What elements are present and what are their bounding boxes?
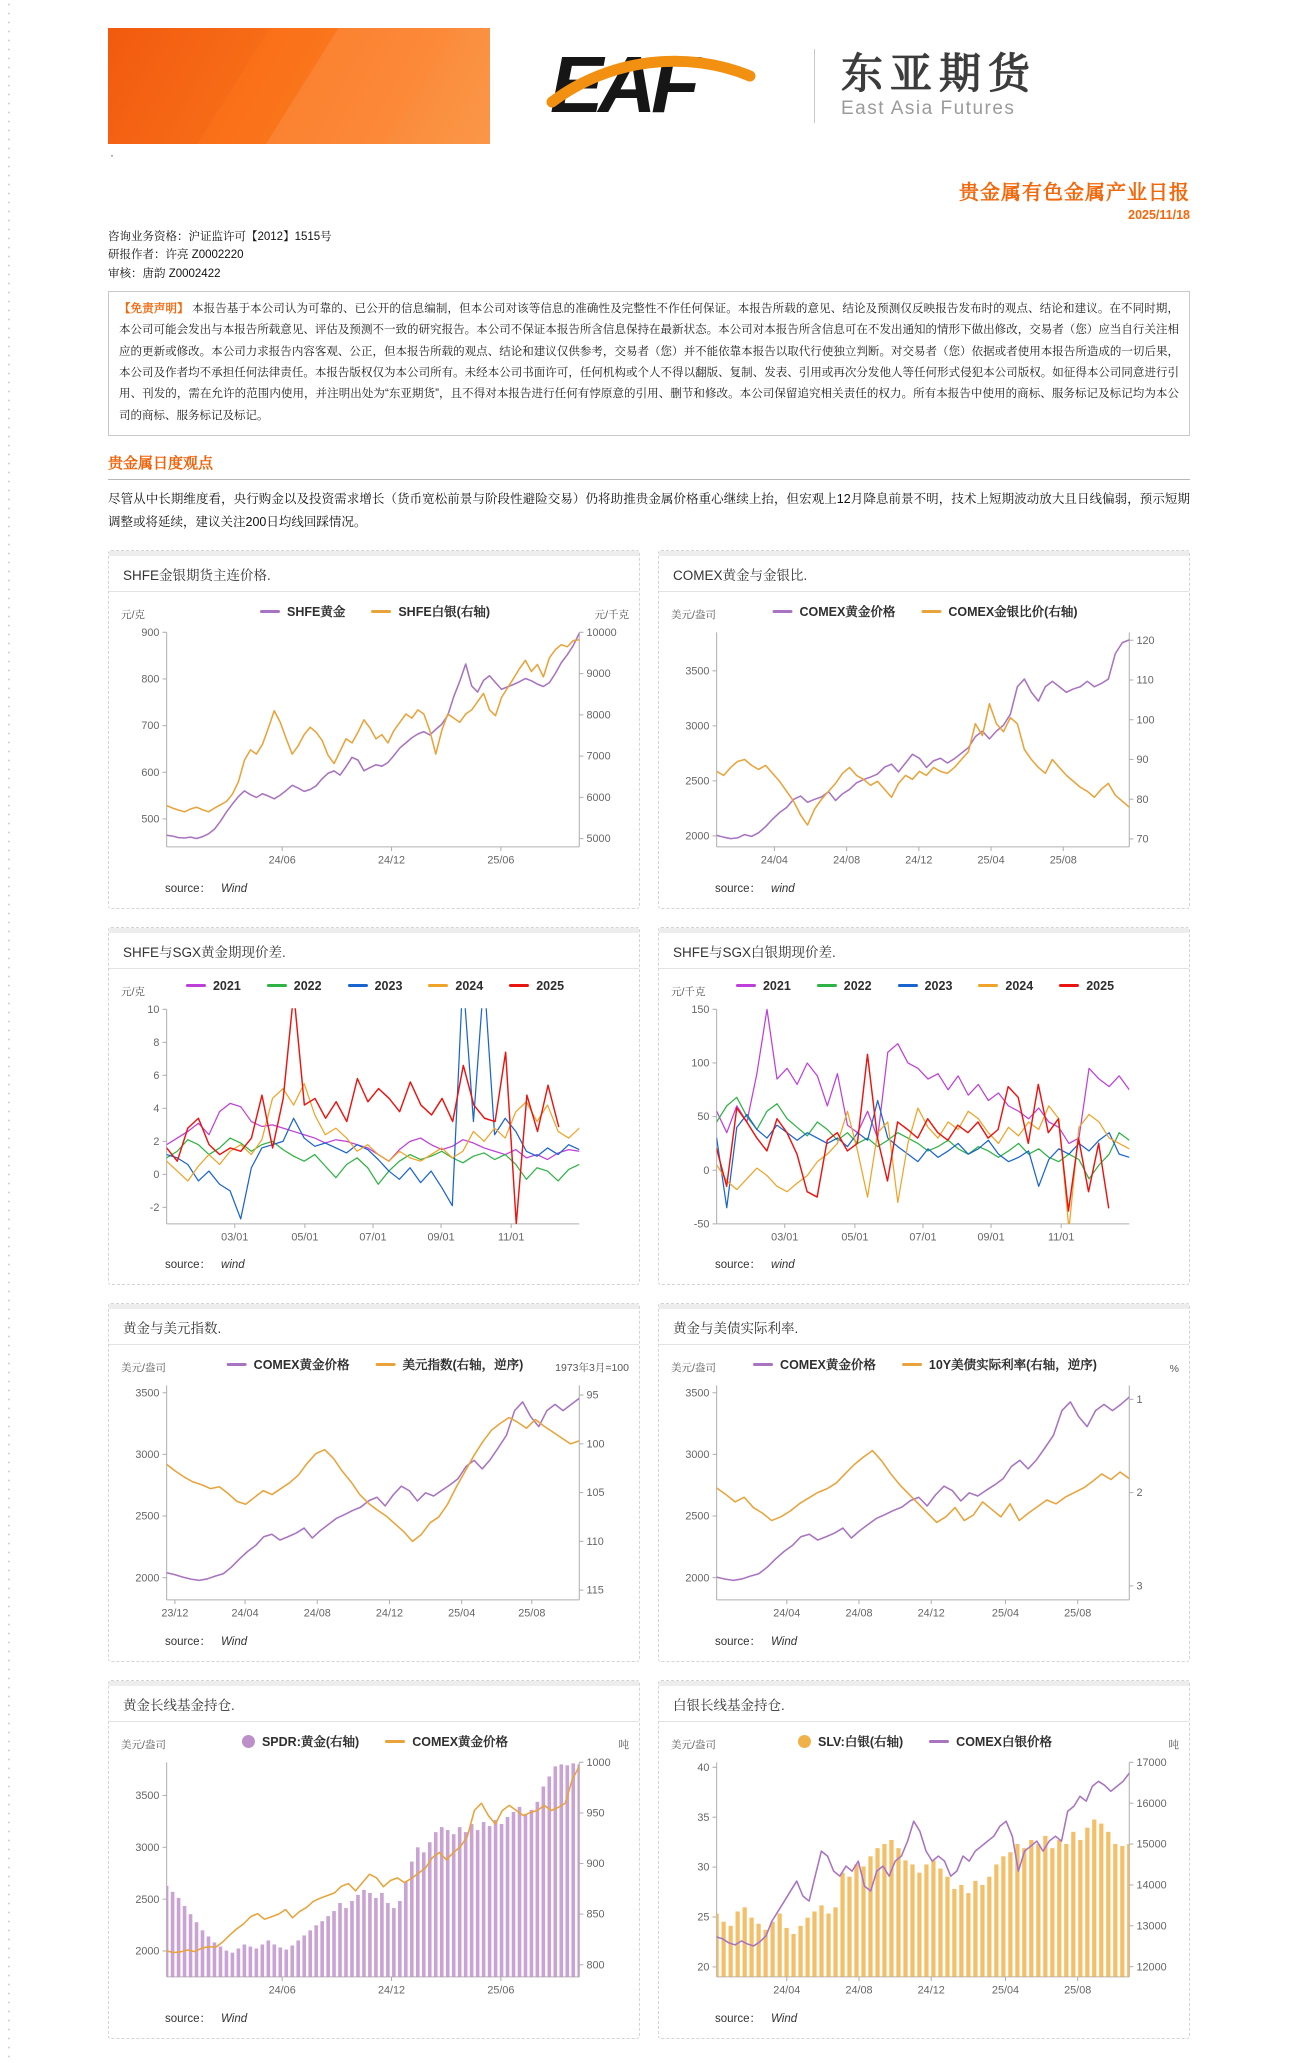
legend-item bbox=[978, 979, 1033, 993]
brand-name-en: East Asia Futures bbox=[841, 98, 1016, 120]
legend-label: 2021 bbox=[212, 978, 241, 993]
legend-label: COMEX白银价格 bbox=[956, 1735, 1053, 1750]
svg-text:90: 90 bbox=[1136, 754, 1149, 767]
svg-text:3: 3 bbox=[1136, 1580, 1143, 1593]
svg-text:800: 800 bbox=[141, 673, 160, 686]
svg-text:05/01: 05/01 bbox=[291, 1231, 319, 1244]
legend-swatch bbox=[898, 984, 918, 987]
legend-swatch bbox=[371, 610, 391, 613]
svg-text:7000: 7000 bbox=[586, 750, 611, 763]
chart-legend bbox=[227, 1355, 524, 1373]
legend-label: 10Y美债实际利率(右轴，逆序) bbox=[928, 1358, 1097, 1373]
legend-swatch bbox=[978, 984, 998, 987]
charts-grid bbox=[108, 550, 1190, 2063]
chart-title: 黄金与美债实际利率. bbox=[659, 1309, 1189, 1345]
svg-text:24/04: 24/04 bbox=[773, 1607, 801, 1620]
chart-plot bbox=[659, 999, 1189, 1251]
legend-label: 2022 bbox=[843, 978, 872, 993]
chart-units-row bbox=[117, 978, 633, 999]
svg-text:11/01: 11/01 bbox=[498, 1231, 525, 1244]
svg-text:3500: 3500 bbox=[685, 665, 710, 678]
axis-unit-right: 吨 bbox=[1168, 1739, 1179, 1752]
svg-text:24/08: 24/08 bbox=[303, 1607, 331, 1620]
legend-swatch bbox=[798, 1735, 811, 1748]
credential-line-qualification: 咨询业务资格：沪证监许可【2012】1515号 bbox=[108, 231, 332, 243]
source-value: Wind bbox=[221, 2012, 248, 2025]
svg-text:17000: 17000 bbox=[1136, 1757, 1167, 1770]
svg-text:24/04: 24/04 bbox=[760, 854, 788, 867]
svg-text:4: 4 bbox=[153, 1102, 160, 1115]
legend-item bbox=[371, 602, 490, 620]
svg-text:24/08: 24/08 bbox=[845, 1607, 873, 1620]
source-value: wind bbox=[771, 882, 795, 895]
svg-text:100: 100 bbox=[586, 1438, 605, 1451]
svg-text:6: 6 bbox=[153, 1069, 160, 1082]
svg-text:50: 50 bbox=[697, 1110, 710, 1123]
source-value: wind bbox=[221, 1259, 245, 1272]
legend-swatch bbox=[376, 1363, 396, 1366]
legend-item bbox=[798, 1732, 903, 1750]
legend-label: SLV:白银(右轴) bbox=[817, 1735, 904, 1750]
legend-swatch bbox=[227, 1363, 247, 1366]
svg-text:03/01: 03/01 bbox=[771, 1231, 799, 1244]
svg-text:2500: 2500 bbox=[135, 1893, 160, 1906]
chart-card bbox=[658, 1680, 1190, 2039]
svg-text:1: 1 bbox=[1136, 1394, 1143, 1407]
source-label: source： bbox=[165, 882, 212, 895]
legend-label: SHFE黄金 bbox=[286, 605, 346, 620]
chart-canvas bbox=[113, 622, 635, 874]
svg-text:24/12: 24/12 bbox=[905, 854, 933, 867]
svg-text:24/08: 24/08 bbox=[845, 1984, 873, 1997]
chart-source-row bbox=[659, 2004, 1189, 2038]
svg-text:3500: 3500 bbox=[135, 1790, 160, 1803]
svg-text:15000: 15000 bbox=[1136, 1838, 1167, 1851]
legend-label: 2024 bbox=[1005, 978, 1034, 993]
legend-swatch bbox=[736, 984, 756, 987]
svg-text:900: 900 bbox=[586, 1858, 605, 1871]
svg-text:700: 700 bbox=[141, 720, 160, 733]
legend-label: SPDR:黄金(右轴) bbox=[261, 1735, 360, 1750]
svg-text:40: 40 bbox=[697, 1762, 710, 1775]
brand-name: 东亚期货 bbox=[841, 49, 1038, 97]
chart-units-row bbox=[667, 1357, 1183, 1375]
legend-item bbox=[898, 979, 953, 993]
svg-text:1000: 1000 bbox=[586, 1757, 611, 1770]
svg-text:10: 10 bbox=[147, 1003, 160, 1016]
chart-card bbox=[108, 550, 640, 909]
chart-legend bbox=[798, 1732, 1052, 1750]
svg-text:25/04: 25/04 bbox=[448, 1607, 476, 1620]
legend-label: 美元指数(右轴，逆序) bbox=[402, 1358, 524, 1373]
svg-text:115: 115 bbox=[586, 1585, 604, 1598]
legend-label: 2024 bbox=[455, 978, 484, 993]
legend-item bbox=[428, 979, 483, 993]
disclaimer-text: 本报告基于本公司认为可靠的、已公开的信息编制，但本公司对该等信息的准确性及完整性不作任何保证。本报告所载的意见、结论及预测仅反映报告发布时的观点、结论和建议。在不同时期，本公司可能会发出与本报告所载意见、评估及预测不一致的研究报告。本公司不保证本报告所含信息保持在最新状态。本公司对本报告所含信息可在不发出通知的情形下做出修改，交易者（您）应当自行关注相应的更新或修改。本公司力求报告内容客观、公正，但本报告所载的观点、结论和建议仅供参考，交易者（您）并不能依靠本报告以取代行使独立判断。对交易者（您）依据或者使用本报告所造成的一切后果，本公司及作者均不承担任何法律责任。本报告版权仅为本公司所有。未经本公司书面许可，任何机构或个人不得以翻版、复制、发表、引用或再次分发他人等任何形式侵犯本公司版权。如征得本公司同意进行引用、刊发的，需在允许的范围内使用，并注明出处为“东亚期货”，且不得对本报告进行任何有悖原意的引用、删节和修改。本公司保留追究相关责任的权力。所有本报告中使用的商标、服务标记及标记均为本公司的商标、服务标记及标记。 bbox=[119, 303, 1179, 422]
company-logo bbox=[546, 38, 784, 134]
legend-label: COMEX黄金价格 bbox=[253, 1358, 350, 1373]
dot-mark: · bbox=[110, 148, 114, 162]
chart-source-row bbox=[109, 874, 639, 908]
axis-unit-right: 元/千克 bbox=[594, 609, 629, 622]
header-divider bbox=[814, 49, 815, 123]
svg-text:5000: 5000 bbox=[586, 833, 611, 846]
axis-unit-right: 1973年3月=100 bbox=[555, 1362, 629, 1375]
axis-unit-left: 美元/盎司 bbox=[671, 1739, 716, 1752]
chart-card bbox=[658, 927, 1190, 1286]
chart-card bbox=[658, 1303, 1190, 1662]
svg-text:09/01: 09/01 bbox=[977, 1231, 1005, 1244]
source-label: source： bbox=[715, 2012, 762, 2025]
chart-source-row bbox=[659, 1627, 1189, 1661]
legend-label: COMEX黄金价格 bbox=[412, 1735, 509, 1750]
chart-units-row bbox=[667, 978, 1183, 999]
svg-text:900: 900 bbox=[141, 626, 160, 639]
chart-canvas bbox=[113, 999, 635, 1251]
svg-text:3000: 3000 bbox=[135, 1842, 160, 1855]
legend-label: 2023 bbox=[374, 978, 403, 993]
svg-text:16000: 16000 bbox=[1136, 1797, 1167, 1810]
svg-text:2500: 2500 bbox=[685, 775, 710, 788]
legend-swatch bbox=[267, 984, 287, 987]
chart-source-row bbox=[659, 1250, 1189, 1284]
chart-canvas bbox=[663, 622, 1185, 874]
svg-text:30: 30 bbox=[697, 1861, 710, 1874]
svg-text:850: 850 bbox=[586, 1908, 605, 1921]
chart-canvas bbox=[113, 1375, 635, 1627]
legend-swatch bbox=[921, 610, 941, 613]
svg-text:11/01: 11/01 bbox=[1048, 1231, 1075, 1244]
svg-text:0: 0 bbox=[153, 1168, 160, 1181]
chart-card bbox=[108, 1303, 640, 1662]
legend-item bbox=[736, 979, 791, 993]
source-label: source： bbox=[165, 2012, 212, 2025]
legend-swatch bbox=[902, 1363, 922, 1366]
svg-text:25/08: 25/08 bbox=[1049, 854, 1077, 867]
legend-swatch bbox=[509, 984, 529, 987]
chart-plot bbox=[109, 1375, 639, 1627]
disclaimer-box bbox=[108, 291, 1190, 436]
chart-card bbox=[108, 1680, 640, 2039]
svg-text:100: 100 bbox=[691, 1057, 710, 1070]
chart-legend bbox=[736, 979, 1114, 993]
chart-units-row bbox=[117, 1357, 633, 1375]
legend-swatch bbox=[753, 1363, 773, 1366]
axis-unit-left: 美元/盎司 bbox=[671, 1362, 716, 1375]
legend-item bbox=[509, 979, 564, 993]
legend-swatch bbox=[385, 1740, 405, 1743]
legend-label: COMEX黄金价格 bbox=[780, 1358, 876, 1373]
legend-label: SHFE白银(右轴) bbox=[398, 605, 491, 620]
legend-item bbox=[385, 1732, 508, 1750]
legend-item bbox=[186, 979, 241, 993]
brand-banner-image bbox=[108, 28, 490, 144]
axis-unit-left: 元/克 bbox=[121, 985, 145, 998]
svg-text:-2: -2 bbox=[149, 1201, 160, 1214]
legend-swatch bbox=[186, 984, 206, 987]
legend-item bbox=[227, 1355, 350, 1373]
legend-item bbox=[1059, 979, 1114, 993]
report-date: 2025/11/18 bbox=[1128, 208, 1190, 222]
legend-swatch bbox=[929, 1740, 949, 1743]
svg-text:2: 2 bbox=[153, 1135, 160, 1148]
svg-text:2000: 2000 bbox=[135, 1572, 160, 1585]
svg-text:2000: 2000 bbox=[135, 1945, 160, 1958]
legend-swatch bbox=[260, 610, 280, 613]
svg-text:25: 25 bbox=[697, 1911, 710, 1924]
source-label: source： bbox=[715, 1636, 762, 1649]
svg-text:9000: 9000 bbox=[586, 668, 611, 681]
axis-unit-left: 元/克 bbox=[121, 609, 145, 622]
svg-text:110: 110 bbox=[586, 1536, 604, 1549]
chart-canvas bbox=[663, 1375, 1185, 1627]
chart-card bbox=[658, 550, 1190, 909]
legend-swatch bbox=[428, 984, 448, 987]
svg-text:3500: 3500 bbox=[685, 1387, 710, 1400]
legend-label: COMEX金银比价(右轴) bbox=[948, 605, 1078, 620]
legend-label: COMEX黄金价格 bbox=[799, 605, 896, 620]
chart-source-row bbox=[109, 1627, 639, 1661]
svg-text:14000: 14000 bbox=[1136, 1879, 1167, 1892]
chart-canvas bbox=[663, 1752, 1185, 2004]
chart-plot bbox=[659, 1752, 1189, 2004]
chart-source-row bbox=[659, 874, 1189, 908]
svg-text:100: 100 bbox=[1136, 714, 1155, 727]
chart-title: COMEX黄金与金银比. bbox=[659, 556, 1189, 592]
svg-text:3500: 3500 bbox=[135, 1387, 160, 1400]
svg-text:35: 35 bbox=[697, 1811, 710, 1824]
svg-text:3000: 3000 bbox=[685, 720, 710, 733]
svg-text:12000: 12000 bbox=[1136, 1961, 1167, 1974]
svg-text:25/04: 25/04 bbox=[991, 1607, 1020, 1620]
chart-title: SHFE与SGX白银期现价差. bbox=[659, 933, 1189, 969]
chart-canvas bbox=[113, 1752, 635, 2004]
credential-line-author: 研报作者：许亮 Z0002220 bbox=[108, 249, 244, 262]
axis-unit-left: 元/千克 bbox=[671, 985, 706, 998]
svg-text:25/06: 25/06 bbox=[487, 1984, 515, 1997]
legend-label: 2021 bbox=[762, 978, 791, 993]
chart-legend bbox=[186, 979, 564, 993]
svg-text:80: 80 bbox=[1136, 793, 1149, 806]
chart-canvas bbox=[663, 999, 1185, 1251]
svg-text:24/12: 24/12 bbox=[917, 1984, 945, 1997]
chart-source-row bbox=[109, 2004, 639, 2038]
svg-text:25/08: 25/08 bbox=[1064, 1984, 1092, 1997]
svg-text:24/12: 24/12 bbox=[375, 1607, 404, 1620]
svg-text:2000: 2000 bbox=[685, 1572, 710, 1585]
source-value: Wind bbox=[771, 1636, 798, 1649]
svg-text:8000: 8000 bbox=[586, 709, 611, 722]
source-label: source： bbox=[165, 1636, 212, 1649]
svg-text:120: 120 bbox=[1136, 634, 1155, 647]
svg-text:2000: 2000 bbox=[685, 830, 710, 843]
svg-text:3000: 3000 bbox=[685, 1449, 710, 1462]
svg-text:13000: 13000 bbox=[1136, 1920, 1167, 1933]
svg-text:24/04: 24/04 bbox=[231, 1607, 259, 1620]
svg-text:6000: 6000 bbox=[586, 791, 611, 804]
svg-text:03/01: 03/01 bbox=[221, 1231, 249, 1244]
report-header bbox=[108, 28, 1190, 144]
svg-text:800: 800 bbox=[586, 1959, 605, 1972]
source-value: Wind bbox=[771, 2012, 798, 2025]
daily-view-section bbox=[108, 452, 1190, 534]
report-title-block bbox=[108, 176, 1190, 222]
svg-text:10000: 10000 bbox=[586, 626, 617, 639]
svg-text:24/12: 24/12 bbox=[377, 854, 406, 867]
axis-unit-left: 美元/盎司 bbox=[671, 609, 716, 622]
svg-text:105: 105 bbox=[586, 1487, 605, 1500]
chart-units-row bbox=[117, 1734, 633, 1752]
legend-item bbox=[753, 1355, 876, 1373]
legend-label: 2023 bbox=[924, 978, 953, 993]
credential-line-reviewer: 审核：唐韵 Z0002422 bbox=[108, 267, 221, 280]
chart-legend bbox=[260, 602, 490, 620]
svg-text:2: 2 bbox=[1136, 1487, 1143, 1500]
svg-text:24/06: 24/06 bbox=[268, 1984, 296, 1997]
disclaimer-label: 【免责声明】 bbox=[119, 303, 189, 316]
svg-text:600: 600 bbox=[141, 766, 160, 779]
svg-text:07/01: 07/01 bbox=[359, 1231, 387, 1244]
svg-text:25/08: 25/08 bbox=[1064, 1607, 1092, 1620]
svg-text:25/08: 25/08 bbox=[518, 1607, 546, 1620]
chart-title: SHFE与SGX黄金期现价差. bbox=[109, 933, 639, 969]
svg-text:70: 70 bbox=[1136, 833, 1149, 846]
svg-text:110: 110 bbox=[1136, 674, 1154, 687]
chart-plot bbox=[109, 1752, 639, 2004]
svg-text:25/04: 25/04 bbox=[977, 854, 1005, 867]
svg-text:3000: 3000 bbox=[135, 1449, 160, 1462]
chart-units-row bbox=[667, 1734, 1183, 1752]
legend-item bbox=[242, 1732, 359, 1750]
svg-text:09/01: 09/01 bbox=[427, 1231, 455, 1244]
chart-plot bbox=[659, 1375, 1189, 1627]
legend-item bbox=[348, 979, 403, 993]
eaf-logo-icon bbox=[546, 38, 784, 134]
legend-item bbox=[817, 979, 872, 993]
chart-source-row bbox=[109, 1250, 639, 1284]
svg-text:0: 0 bbox=[703, 1164, 710, 1177]
source-value: wind bbox=[771, 1259, 795, 1272]
chart-legend bbox=[242, 1732, 508, 1750]
legend-swatch bbox=[817, 984, 837, 987]
section-body: 尽管从中长期维度看，央行购金以及投资需求增长（货币宽松前景与阶段性避险交易）仍将助推贵金属价格重心继续上抬，但宏观上12月降息前景不明，技术上短期波动放大且日线偏弱，预示短期调整或将延续，建议关注200日均线回踩情况。 bbox=[108, 491, 1190, 529]
svg-text:95: 95 bbox=[586, 1390, 599, 1403]
source-value: Wind bbox=[221, 882, 248, 895]
legend-label: 2022 bbox=[293, 978, 322, 993]
svg-text:20: 20 bbox=[697, 1961, 710, 1974]
svg-text:24/12: 24/12 bbox=[917, 1607, 945, 1620]
chart-title: 黄金与美元指数. bbox=[109, 1309, 639, 1345]
legend-swatch bbox=[242, 1735, 255, 1748]
legend-item bbox=[267, 979, 322, 993]
source-label: source： bbox=[165, 1259, 212, 1272]
svg-text:2500: 2500 bbox=[135, 1511, 160, 1524]
chart-plot bbox=[109, 622, 639, 874]
svg-text:05/01: 05/01 bbox=[841, 1231, 869, 1244]
legend-item bbox=[376, 1355, 524, 1373]
chart-plot bbox=[659, 622, 1189, 874]
legend-item bbox=[772, 602, 895, 620]
page-edge-dots bbox=[7, 0, 11, 2063]
svg-text:-50: -50 bbox=[693, 1218, 710, 1231]
source-value: Wind bbox=[221, 1636, 248, 1649]
legend-label: 2025 bbox=[536, 978, 565, 993]
brand-block bbox=[841, 49, 1038, 120]
legend-swatch bbox=[772, 610, 792, 613]
report-page bbox=[108, 0, 1190, 2063]
chart-units-row bbox=[667, 604, 1183, 622]
chart-title: 白银长线基金持仓. bbox=[659, 1686, 1189, 1722]
credentials-block bbox=[108, 228, 1190, 283]
axis-unit-left: 美元/盎司 bbox=[121, 1362, 166, 1375]
svg-text:25/04: 25/04 bbox=[991, 1984, 1020, 1997]
chart-title: SHFE金银期货主连价格. bbox=[109, 556, 639, 592]
svg-text:2500: 2500 bbox=[685, 1511, 710, 1524]
axis-unit-left: 美元/盎司 bbox=[121, 1739, 166, 1752]
source-label: source： bbox=[715, 882, 762, 895]
svg-text:8: 8 bbox=[153, 1036, 160, 1049]
section-title: 贵金属日度观点 bbox=[108, 452, 1190, 480]
legend-item bbox=[902, 1355, 1097, 1373]
svg-text:24/04: 24/04 bbox=[773, 1984, 801, 1997]
svg-text:24/12: 24/12 bbox=[377, 1984, 406, 1997]
chart-units-row bbox=[117, 604, 633, 622]
svg-text:24/06: 24/06 bbox=[268, 854, 296, 867]
chart-plot bbox=[109, 999, 639, 1251]
svg-text:150: 150 bbox=[691, 1003, 710, 1016]
chart-legend bbox=[772, 602, 1077, 620]
source-label: source： bbox=[715, 1259, 762, 1272]
svg-text:500: 500 bbox=[141, 813, 160, 826]
svg-text:24/08: 24/08 bbox=[833, 854, 861, 867]
legend-item bbox=[929, 1732, 1052, 1750]
report-title: 贵金属有色金属产业日报 bbox=[959, 182, 1190, 204]
axis-unit-right: % bbox=[1169, 1363, 1179, 1376]
svg-text:07/01: 07/01 bbox=[909, 1231, 937, 1244]
legend-item bbox=[921, 602, 1077, 620]
axis-unit-right: 吨 bbox=[618, 1739, 629, 1752]
logo-text: EAF bbox=[550, 40, 695, 129]
chart-title: 黄金长线基金持仓. bbox=[109, 1686, 639, 1722]
svg-text:950: 950 bbox=[586, 1807, 605, 1820]
legend-swatch bbox=[1059, 984, 1079, 987]
chart-card bbox=[108, 927, 640, 1286]
svg-text:25/06: 25/06 bbox=[487, 854, 515, 867]
legend-swatch bbox=[348, 984, 368, 987]
svg-text:23/12: 23/12 bbox=[161, 1607, 189, 1620]
chart-legend bbox=[753, 1355, 1097, 1373]
legend-item bbox=[260, 602, 345, 620]
legend-label: 2025 bbox=[1086, 978, 1115, 993]
